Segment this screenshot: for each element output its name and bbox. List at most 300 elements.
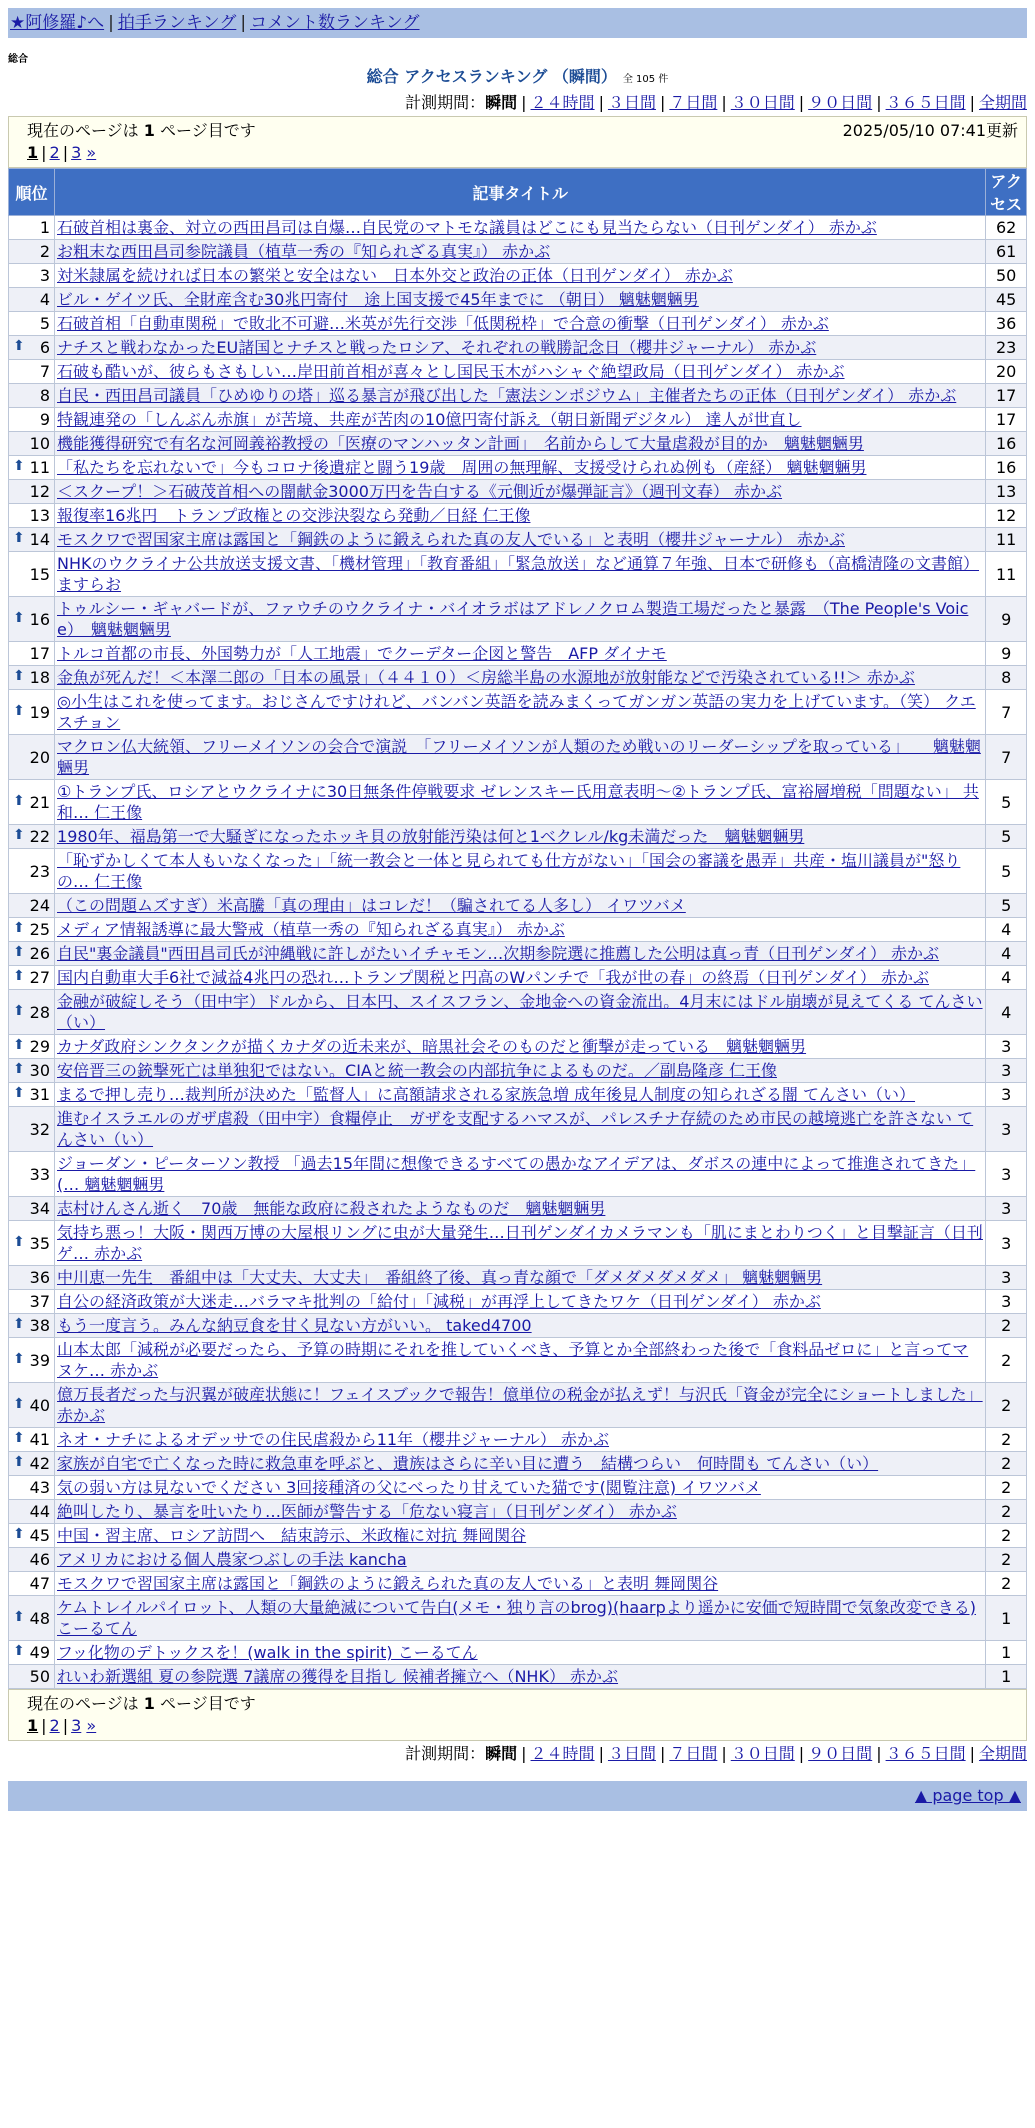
page-current: 1: [27, 143, 39, 162]
table-row: [9, 1266, 1027, 1290]
rank-number: 12: [29, 482, 51, 501]
up-arrow-icon: ⬆: [13, 530, 25, 546]
article-link[interactable]: ネオ・ナチによるオデッサでの住民虐殺から11年（櫻井ジャーナル） 赤かぶ: [57, 1430, 610, 1449]
article-link[interactable]: 機能獲得研究で有名な河岡義裕教授の「医療のマンハッタン計画」 名前からして大量虐殺が目的か 魑魅魍魎男: [57, 434, 864, 453]
access-count: 3: [986, 1083, 1027, 1107]
access-count: 45: [986, 288, 1027, 312]
rank-cell: [9, 312, 55, 336]
col-rank-header: 順位: [9, 169, 55, 216]
table-row: [9, 918, 1027, 942]
access-count: 4: [986, 918, 1027, 942]
table-row: [9, 966, 1027, 990]
period-link-5[interactable]: ３６５日間: [885, 1744, 966, 1763]
up-arrow-icon: ⬆: [13, 920, 25, 936]
up-arrow-icon: ⬆: [13, 609, 25, 626]
rank-cell: [9, 1452, 55, 1476]
table-row: [9, 780, 1027, 825]
rank-number: 28: [29, 1002, 51, 1022]
separator: |: [521, 93, 527, 112]
rank-number: 6: [39, 338, 51, 357]
title-cell: [55, 825, 986, 849]
rank-number: 49: [29, 1643, 51, 1662]
rank-cell: [9, 1059, 55, 1083]
table-row: [9, 942, 1027, 966]
access-count: 9: [986, 597, 1027, 642]
table-row: [9, 264, 1027, 288]
table-row: [9, 360, 1027, 384]
rank-number: 45: [29, 1526, 51, 1545]
article-link[interactable]: 石破首相は裏金、対立の西田昌司は自爆…自民党のマトモな議員はどこにも見当たらない（日刊ゲンダイ） 赤かぶ: [57, 218, 877, 237]
up-arrow-icon: ⬆: [13, 968, 25, 984]
article-link[interactable]: 進むイスラエルのガザ虐殺（田中宇）食糧停止 ガザを支配するハマスが、パレスチナ存続のため市民の越境逃亡を許さない てんさい（い）: [57, 1109, 974, 1149]
rank-cell: [9, 240, 55, 264]
article-link[interactable]: ジョーダン・ピーターソン教授 「過去15年間に想像できるすべての愚かなアイデアは、ダボスの連中によって推進されてきた」(… 魑魅魍魎男: [57, 1154, 976, 1194]
title-cell: [55, 666, 986, 690]
table-row: [9, 1476, 1027, 1500]
table-row: [9, 528, 1027, 552]
rank-cell: [9, 1197, 55, 1221]
article-link[interactable]: まるで押し売り…裁判所が決めた「監督人」に高額請求される家族急増 成年後見人制度の知られざる闇 てんさい（い）: [57, 1085, 916, 1104]
rank-cell: [9, 1083, 55, 1107]
article-link[interactable]: 「私たちを忘れないで」今もコロナ後遺症と闘う19歳 周囲の無理解、支援受けられぬ例も（産経） 魑魅魍魎男: [57, 458, 867, 477]
article-link[interactable]: 自民・西田昌司議員「ひめゆりの塔」巡る暴言が飛び出した「憲法シンポジウム」主催者たちの正体（日刊ゲンダイ） 赤かぶ: [57, 386, 957, 405]
table-row: [9, 336, 1027, 360]
rank-number: 18: [29, 668, 51, 687]
rank-cell: [9, 597, 55, 642]
current-page-text-bottom: 現在のページは 1 ページ目です: [27, 1694, 256, 1713]
rank-number: 30: [29, 1061, 51, 1080]
title-cell: [55, 1338, 986, 1383]
rank-cell: [9, 666, 55, 690]
rank-cell: [9, 825, 55, 849]
period-link-6[interactable]: 全期間: [978, 1744, 1027, 1763]
applause-ranking-link[interactable]: 拍手ランキング: [117, 13, 237, 33]
access-count: 2: [986, 1476, 1027, 1500]
rank-cell: [9, 288, 55, 312]
rank-cell: [9, 1383, 55, 1428]
article-link[interactable]: カナダ政府シンクタンクが描くカナダの近未来が、暗黒社会そのものだと衝撃が走っている 魑魅魍魎男: [57, 1037, 807, 1056]
table-row: [9, 216, 1027, 240]
title-cell: [55, 240, 986, 264]
title-cell: [55, 456, 986, 480]
rank-cell: [9, 1596, 55, 1641]
access-count: 2: [986, 1524, 1027, 1548]
article-link[interactable]: ＜スクープ！＞石破茂首相への闇献金3000万円を告白する《元側近が爆弾証言》（週刊文春） 赤かぶ: [57, 482, 783, 501]
article-link[interactable]: 安倍晋三の銃撃死亡は単独犯ではない。CIAと統一教会の内部抗争によるものだ。／副島隆彦 仁王像: [57, 1061, 777, 1080]
article-link[interactable]: 絶叫したり、暴言を吐いたり…医師が警告する「危ない寝言」（日刊ゲンダイ） 赤かぶ: [57, 1502, 677, 1521]
article-link[interactable]: ビル・ゲイツ氏、全財産含む30兆円寄付 途上国支援で45年までに （朝日） 魑魅魍魎男: [57, 290, 699, 309]
article-link[interactable]: 気の弱い方は見ないでください 3回接種済の父にべったり甘えていた猫です(閲覧注意) イワツバメ: [57, 1478, 761, 1497]
rank-cell: [9, 1107, 55, 1152]
table-row: [9, 990, 1027, 1035]
title-cell: [55, 1572, 986, 1596]
up-arrow-icon: ⬆: [13, 1643, 25, 1659]
rank-number: 37: [29, 1292, 51, 1311]
top-nav: ★阿修羅♪へ | 拍手ランキング | コメント数ランキング: [8, 8, 1027, 38]
page-link[interactable]: 3: [71, 1716, 82, 1735]
access-count: 4: [986, 942, 1027, 966]
rank-cell: [9, 1548, 55, 1572]
rank-cell: [9, 264, 55, 288]
table-row: [9, 552, 1027, 597]
rank-cell: [9, 1665, 55, 1689]
title-cell: [55, 735, 986, 780]
category-label: 総合: [8, 54, 28, 65]
title-cell: [55, 1314, 986, 1338]
rank-cell: [9, 456, 55, 480]
separator: |: [969, 93, 975, 112]
period-link-3[interactable]: ３０日間: [730, 1744, 795, 1763]
period-link-1[interactable]: ３日間: [607, 1744, 656, 1763]
access-count: 2: [986, 1383, 1027, 1428]
rank-cell: [9, 384, 55, 408]
up-arrow-icon: ⬆: [13, 668, 25, 684]
article-link[interactable]: 自公の経済政策が大迷走…バラマキ批判の「給付」「減税」が再浮上してきたワケ（日刊ゲンダイ） 赤かぶ: [57, 1292, 821, 1311]
ranking-table: [8, 168, 1027, 1689]
article-link[interactable]: お粗末な西田昌司参院議員（植草一秀の『知られざる真実』） 赤かぶ: [57, 242, 551, 261]
page-next-link[interactable]: »: [86, 1716, 97, 1735]
table-row: [9, 1500, 1027, 1524]
table-row: [9, 1221, 1027, 1266]
table-row: [9, 456, 1027, 480]
pagination-bottom: [8, 1689, 1027, 1741]
article-link[interactable]: トゥルシー・ギャバードが、ファウチのウクライナ・バイオラボはアドレノクロム製造工場だったと暴露 （The People's Voice） 魑魅魍魎男: [57, 599, 969, 639]
rank-cell: [9, 1641, 55, 1665]
article-link[interactable]: フッ化物のデトックスを！(walk in the spirit) こーるてん: [57, 1643, 478, 1662]
up-arrow-icon: ⬆: [13, 1061, 25, 1077]
page-link[interactable]: 2: [49, 143, 60, 162]
separator: |: [721, 93, 727, 112]
article-link[interactable]: 中川恵一先生 番組中は「大丈夫、大丈夫」 番組終了後、真っ青な顔で「ダメダメダメダメ」 魑魅魍魎男: [57, 1268, 823, 1287]
table-row: [9, 312, 1027, 336]
col-title-header: 記事タイトル: [55, 169, 986, 216]
title-cell: [55, 1665, 986, 1689]
article-link[interactable]: 金融が破綻しそう（田中宇）ドルから、日本円、スイスフラン、金地金への資金流出。4月末にはドル崩壊が見えてくる てんさい（い）: [57, 992, 983, 1032]
title-cell: [55, 1152, 986, 1197]
title-cell: [55, 1290, 986, 1314]
article-link[interactable]: 石破首相「自動車関税」で敗北不可避…米英が先行交渉「低関税枠」で合意の衝撃（日刊ゲンダイ） 赤かぶ: [57, 314, 829, 333]
up-arrow-icon: ⬆: [13, 1526, 25, 1542]
access-count: 2: [986, 1314, 1027, 1338]
table-row: [9, 504, 1027, 528]
access-count: 5: [986, 780, 1027, 825]
separator: |: [798, 93, 805, 112]
access-count: 13: [986, 480, 1027, 504]
article-link[interactable]: 石破も酷いが、彼らもさもしい…岸田前首相が喜々とし国民玉木がハシャぐ絶望政局（日刊ゲンダイ） 赤かぶ: [57, 362, 845, 381]
access-count: 11: [986, 528, 1027, 552]
article-link[interactable]: マクロン仏大統領、フリーメイソンの会合で演説 「フリーメイソンが人類のため戦いのリーダーシップを取っている」 魑魅魍魎男: [57, 737, 981, 777]
title-cell: [55, 690, 986, 735]
separator: |: [659, 93, 666, 112]
article-link[interactable]: 対米隷属を続ければ日本の繁栄と安全はない 日本外交と政治の正体（日刊ゲンダイ） 赤かぶ: [57, 266, 733, 285]
table-row: [9, 597, 1027, 642]
access-count: 16: [986, 432, 1027, 456]
table-row: [9, 1665, 1027, 1689]
rank-number: 11: [29, 458, 51, 477]
access-count: 3: [986, 1197, 1027, 1221]
updated-timestamp: 2025/05/10 07:41更新: [842, 121, 1018, 140]
rank-number: 20: [29, 747, 51, 767]
table-row: [9, 288, 1027, 312]
page-link[interactable]: 3: [71, 143, 82, 162]
access-count: 5: [986, 825, 1027, 849]
title-cell: [55, 1641, 986, 1665]
rank-number: 5: [39, 314, 51, 333]
rank-number: 43: [29, 1478, 51, 1497]
rank-cell: [9, 1314, 55, 1338]
page-top-link[interactable]: ▲ page top ▲: [914, 1786, 1021, 1805]
article-link[interactable]: 報復率16兆円 トランプ政権との交渉決裂なら発動／日経 仁王像: [57, 506, 531, 525]
access-count: 16: [986, 456, 1027, 480]
rank-number: 33: [29, 1164, 51, 1184]
period-label: 計測期間：: [405, 1744, 486, 1763]
rank-number: 34: [29, 1199, 51, 1218]
table-row: [9, 1428, 1027, 1452]
article-link[interactable]: ◎小生はこれを使ってます。おじさんですけれど、バンバン英語を読みまくってガンガン英語の実力を上げています。（笑） クエスチョン: [57, 692, 976, 732]
article-link[interactable]: モスクワで習国家主席は露国と「鋼鉄のように鍛えられた真の友人でいる」と表明（櫻井ジャーナル） 赤かぶ: [57, 530, 845, 549]
rank-number: 24: [29, 896, 51, 915]
rank-cell: [9, 1572, 55, 1596]
title-cell: [55, 480, 986, 504]
rank-cell: [9, 216, 55, 240]
table-row: [9, 642, 1027, 666]
period-link-4[interactable]: ９０日間: [808, 93, 873, 112]
article-link[interactable]: 億万長者だった与沢翼が破産状態に！フェイスブックで報告！億単位の税金が払えず！与沢氏「資金が完全にショートしました」 赤かぶ: [57, 1385, 983, 1425]
article-link[interactable]: 特観連発の「しんぶん赤旗」が苦境、共産が苦肉の10億円寄付訴え（朝日新聞デジタル） 達人が世直し: [57, 410, 802, 429]
rank-number: 47: [29, 1574, 51, 1593]
title-cell: [55, 918, 986, 942]
page-link[interactable]: 2: [49, 1716, 60, 1735]
table-row: [9, 735, 1027, 780]
period-link-2[interactable]: ７日間: [669, 93, 718, 112]
title-cell: [55, 288, 986, 312]
access-count: 61: [986, 240, 1027, 264]
up-arrow-icon: ⬆: [13, 702, 25, 719]
page-title: 総合 アクセスランキング （瞬間）: [366, 67, 617, 86]
table-row: [9, 408, 1027, 432]
article-link[interactable]: （この問題ムズすぎ）米高騰「真の理由」はコレだ！（騙されてる人多し） イワツバメ: [57, 896, 686, 915]
pagination-top: [8, 116, 1027, 168]
title-cell: [55, 528, 986, 552]
title-cell: [55, 552, 986, 597]
article-link[interactable]: NHKのウクライナ公共放送支援文書、「機材管理」「教育番組」「緊急放送」など通算７年強、日本で研修も（高橋清隆の文書館） ますらお: [57, 554, 980, 594]
col-access-header: アクセス: [986, 169, 1027, 216]
rank-cell: [9, 966, 55, 990]
table-row: [9, 384, 1027, 408]
rank-number: 39: [29, 1350, 51, 1370]
period-link-6[interactable]: 全期間: [978, 93, 1027, 112]
separator: |: [41, 143, 47, 162]
article-link[interactable]: 気持ち悪っ！大阪・関西万博の大屋根リングに虫が大量発生…日刊ゲンダイカメラマンも「肌にまとわりつく」と目撃証言（日刊ゲ… 赤かぶ: [57, 1223, 983, 1263]
rank-number: 21: [29, 792, 51, 812]
article-link[interactable]: ナチスと戦わなかったEU諸国とナチスと戦ったロシア、それぞれの戦勝記念日（櫻井ジャーナル） 赤かぶ: [57, 338, 817, 357]
access-count: 5: [986, 849, 1027, 894]
rank-number: 8: [39, 386, 51, 405]
table-row: [9, 1035, 1027, 1059]
table-row: [9, 1548, 1027, 1572]
rank-cell: [9, 1290, 55, 1314]
rank-cell: [9, 408, 55, 432]
title-cell: [55, 1500, 986, 1524]
rank-number: 1: [39, 218, 51, 237]
rank-cell: [9, 849, 55, 894]
rank-cell: [9, 690, 55, 735]
article-link[interactable]: 志村けんさん逝く 70歳 無能な政府に殺されたようなものだ 魑魅魍魎男: [57, 1199, 606, 1218]
table-row: [9, 1314, 1027, 1338]
table-row: [9, 240, 1027, 264]
period-link-0[interactable]: ２４時間: [530, 1744, 595, 1763]
table-row: [9, 1083, 1027, 1107]
article-link[interactable]: ケムトレイルパイロット、人類の大量絶滅について告白(メモ・独り言のbrog)(haarpより遥かに安価で短時間で気象改変できる) こーるてん: [57, 1598, 976, 1638]
up-arrow-icon: ⬆: [13, 1608, 25, 1625]
title-cell: [55, 1035, 986, 1059]
table-row: [9, 1338, 1027, 1383]
current-page-text: 現在のページは 1 ページ目です: [27, 121, 256, 140]
rank-number: 50: [29, 1667, 51, 1686]
title-cell: [55, 990, 986, 1035]
title-cell: [55, 336, 986, 360]
access-count: 2: [986, 1548, 1027, 1572]
access-count: 62: [986, 216, 1027, 240]
rank-cell: [9, 942, 55, 966]
rank-cell: [9, 528, 55, 552]
article-link[interactable]: メディア情報誘導に最大警戒（植草一秀の『知られざる真実』） 赤かぶ: [57, 920, 565, 939]
up-arrow-icon: ⬆: [13, 1430, 25, 1446]
rank-number: 38: [29, 1316, 51, 1335]
period-link-2[interactable]: ７日間: [669, 1744, 718, 1763]
access-count: 3: [986, 1152, 1027, 1197]
rank-cell: [9, 780, 55, 825]
access-count: 23: [986, 336, 1027, 360]
table-row: [9, 480, 1027, 504]
rank-number: 26: [29, 944, 51, 963]
article-link[interactable]: 山本太郎「減税が必要だったら、予算の時期にそれを推していくべき、予算とか全部終わった後で「食料品ゼロに」と言ってマヌケ… 赤かぶ: [57, 1340, 969, 1380]
separator: |: [598, 93, 604, 112]
up-arrow-icon: ⬆: [13, 1233, 25, 1250]
access-count: 4: [986, 966, 1027, 990]
separator: |: [798, 1744, 805, 1763]
title-cell: [55, 1383, 986, 1428]
page-title-block: [8, 64, 1027, 90]
rank-cell: [9, 1266, 55, 1290]
article-link[interactable]: 自民"裏金議員"西田昌司氏が沖縄戦に許しがたいイチャモン…次期参院選に推薦した公明は真っ青（日刊ゲンダイ） 赤かぶ: [57, 944, 940, 963]
up-arrow-icon: ⬆: [13, 944, 25, 960]
title-cell: [55, 1524, 986, 1548]
rank-cell: [9, 1524, 55, 1548]
article-link[interactable]: 金魚が死んだ！＜本澤二郎の「日本の風景」（４４１０）＜房総半島の水源地が放射能などで汚染されている!!＞ 赤かぶ: [57, 668, 915, 687]
article-link[interactable]: トルコ首都の市長、外国勢力が「人工地震」でクーデター企図と警告 AFP ダイナモ: [57, 644, 667, 663]
access-count: 3: [986, 1059, 1027, 1083]
back-to-board-link[interactable]: ★阿修羅♪へ: [10, 13, 105, 33]
title-cell: [55, 942, 986, 966]
rank-cell: [9, 480, 55, 504]
table-row: [9, 894, 1027, 918]
access-count: 2: [986, 1452, 1027, 1476]
page-next-link[interactable]: »: [86, 143, 97, 162]
rank-cell: [9, 642, 55, 666]
title-cell: [55, 1428, 986, 1452]
comment-ranking-link[interactable]: コメント数ランキング: [250, 13, 420, 33]
rank-number: 36: [29, 1268, 51, 1287]
rank-number: 31: [29, 1085, 51, 1104]
title-cell: [55, 360, 986, 384]
rank-cell: [9, 1428, 55, 1452]
period-link-3[interactable]: ３０日間: [730, 93, 795, 112]
separator: |: [598, 1744, 604, 1763]
up-arrow-icon: ⬆: [13, 1454, 25, 1470]
period-current: 瞬間: [485, 1744, 518, 1763]
title-cell: [55, 642, 986, 666]
rank-number: 27: [29, 968, 51, 987]
up-arrow-icon: ⬆: [13, 1037, 25, 1053]
article-link[interactable]: もう一度言う。みんな納豆食を甘く見ない方がいい。 taked4700: [57, 1316, 532, 1335]
rank-cell: [9, 894, 55, 918]
up-arrow-icon: ⬆: [13, 1395, 25, 1412]
access-count: 50: [986, 264, 1027, 288]
period-link-5[interactable]: ３６５日間: [885, 93, 966, 112]
article-link[interactable]: ①トランプ氏、ロシアとウクライナに30日無条件停戦要求 ゼレンスキー氏用意表明～②トランプ氏、富裕層増税「問題ない」 共和… 仁王像: [57, 782, 979, 822]
title-cell: [55, 780, 986, 825]
table-row: [9, 1107, 1027, 1152]
article-link[interactable]: 国内自動車大手6社で減益4兆円の恐れ…トランプ関税と円高のWパンチで「我が世の春」の終焉（日刊ゲンダイ） 赤かぶ: [57, 968, 930, 987]
rank-number: 3: [39, 266, 51, 285]
rank-cell: [9, 360, 55, 384]
separator: |: [659, 1744, 666, 1763]
period-link-4[interactable]: ９０日間: [808, 1744, 873, 1763]
title-cell: [55, 312, 986, 336]
period-link-1[interactable]: ３日間: [607, 93, 656, 112]
title-cell: [55, 1548, 986, 1572]
separator: |: [876, 93, 882, 112]
period-link-0[interactable]: ２４時間: [530, 93, 595, 112]
rank-cell: [9, 552, 55, 597]
article-link[interactable]: れいわ新選組 夏の参院選 7議席の獲得を目指し 候補者擁立へ（NHK） 赤かぶ: [57, 1667, 619, 1686]
rank-number: 40: [29, 1395, 51, 1415]
table-row: [9, 690, 1027, 735]
rank-number: 2: [39, 242, 51, 261]
period-label: 計測期間：: [405, 93, 486, 112]
title-cell: [55, 432, 986, 456]
article-link[interactable]: 中国・習主席、ロシア訪問へ 結束誇示、米政権に対抗 舞岡関谷: [57, 1526, 527, 1545]
article-link[interactable]: 1980年、福島第一で大騒ぎになったホッキ貝の放射能汚染は何と1ベクレル/kg未満だった 魑魅魍魎男: [57, 827, 805, 846]
access-count: 20: [986, 360, 1027, 384]
article-link[interactable]: 「恥ずかしくて本人もいなくなった」「統一教会と一体と見られても仕方がない」「国会の審議を愚弄」共産・塩川議員が"怒りの… 仁王像: [57, 851, 961, 891]
total-count: 全 105 件: [622, 74, 669, 85]
table-row: [9, 1524, 1027, 1548]
article-link[interactable]: モスクワで習国家主席は露国と「鋼鉄のように鍛えられた真の友人でいる」と表明 舞岡関谷: [57, 1574, 719, 1593]
article-link[interactable]: 家族が自宅で亡くなった時に救急車を呼ぶと、遺族はさらに辛い目に遭う 結構つらい 何時間も てんさい（い）: [57, 1454, 879, 1473]
table-row: [9, 1290, 1027, 1314]
article-link[interactable]: アメリカにおける個人農家つぶしの手法 kancha: [57, 1550, 407, 1569]
page-links-bottom: [27, 1716, 1018, 1736]
up-arrow-icon: ⬆: [13, 827, 25, 843]
separator: |: [62, 1716, 69, 1735]
table-row: [9, 1197, 1027, 1221]
rank-number: 32: [29, 1119, 51, 1139]
rank-number: 9: [39, 410, 51, 429]
access-count: 7: [986, 735, 1027, 780]
access-count: 1: [986, 1641, 1027, 1665]
table-row: [9, 849, 1027, 894]
access-count: 11: [986, 552, 1027, 597]
access-count: 2: [986, 1338, 1027, 1383]
separator: |: [721, 1744, 727, 1763]
rank-cell: [9, 990, 55, 1035]
access-count: 1: [986, 1665, 1027, 1689]
title-cell: [55, 384, 986, 408]
rank-cell: [9, 735, 55, 780]
page-links: [27, 143, 1018, 163]
